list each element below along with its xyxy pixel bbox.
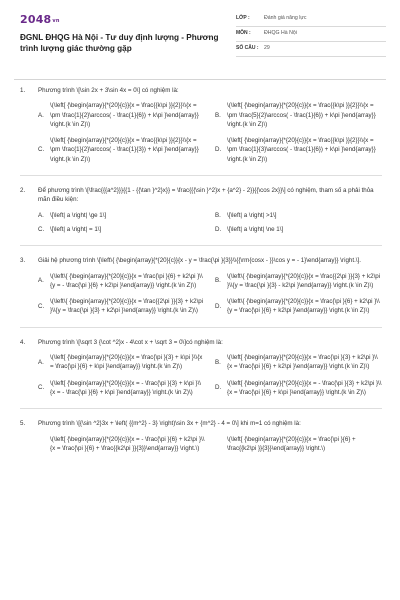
option-a[interactable] (38, 101, 205, 129)
option-b[interactable] (215, 353, 382, 372)
option-letter: B. (215, 111, 221, 119)
document-title: ĐGNL ĐHQG Hà Nội - Tư duy định lượng - Phương trình lượng giác thường gặp (20, 33, 219, 54)
option-a[interactable] (38, 353, 205, 372)
option-c[interactable] (38, 136, 205, 164)
option-letter: C. (38, 146, 45, 154)
option-d[interactable] (215, 225, 382, 234)
option-b[interactable] (215, 272, 382, 291)
option-text: \(\left[ {\begin{array}{*{20}{c}}{x = \frac{{k\pi }}{2}}\\{x = \pm \frac{1}{2}\arccos( - \frac{1}{3}) + k\pi }\end{array}} \right.(k \in Z)\) (50, 137, 199, 163)
option-text: \(\left[ {\begin{array}{*{20}{c}}{x = \frac{{k\pi }}{2}}\\{x = \pm \frac{1}{2}\arccos( - \frac{1}{6}) + k\pi }\end{array}} \right.(k \in Z)\) (50, 102, 199, 128)
question-4 (20, 338, 382, 397)
option-text: \(\left[ {\begin{array}{*{20}{c}}{x = \frac{{k\pi }}{2}}\\{x = \pm \frac{5}{2}\arccos( - \frac{1}{6}) + k\pi }\end{array}} \right.(k \in Z)\) (227, 102, 376, 128)
option-b[interactable] (215, 435, 382, 454)
option-letter: A. (38, 358, 44, 366)
option-d[interactable] (215, 297, 382, 316)
question-2 (20, 186, 382, 234)
option-text: \(\left[ {\begin{array}{*{20}{c}}{x = - \frac{\pi }{6} + k2\pi }\\{x = \frac{\pi }{6} + \frac{{k2\pi }}{3}}\end{array}} \right.\) (50, 435, 205, 452)
option-letter: C. (38, 302, 45, 310)
option-b[interactable] (215, 211, 382, 220)
option-text: \(\left\{ {\begin{array}{*{20}{c}}{x = \frac{\pi }{6} + k2\pi }\\{y = \frac{\pi }{6} + k2\pi }\end{array}} \right.(k \in Z)\) (227, 298, 380, 315)
meta-row-class (236, 12, 386, 27)
option-a[interactable] (38, 211, 205, 220)
site-logo[interactable] (20, 12, 60, 29)
question-divider (20, 175, 382, 176)
meta-row-subject (236, 27, 386, 42)
question-text: Phương trình \[\sin 2x + 3\sin 4x = 0\] có nghiệm là: (38, 87, 179, 94)
option-c[interactable] (38, 379, 205, 398)
option-text: \(\left[ {\begin{array}{*{20}{c}}{x = \frac{\pi }{3} + k2\pi }\\{x = \frac{\pi }{6} + k2\pi }\end{array}} \right.(k \in Z)\) (227, 354, 378, 371)
option-letter: D. (215, 384, 222, 392)
option-letter: B. (215, 358, 221, 366)
meta-value: ĐHQG Hà Nội (264, 30, 297, 37)
question-divider (20, 408, 382, 409)
question-1 (20, 86, 382, 164)
option-text: \(\left[ {\begin{array}{*{20}{c}}{x = - \frac{\pi }{3} + k\pi }\\{x = - \frac{\pi }{6} + k\pi }\end{array}} \right.(k \in Z)\) (50, 379, 202, 396)
option-letter: A. (38, 111, 44, 119)
question-text: Phương trình \[\sqrt 3 {\cot ^2}x - 4\cot x + \sqrt 3 = 0\]có nghiệm là: (38, 338, 223, 346)
option-letter: D. (215, 302, 222, 310)
answer-options (38, 101, 382, 164)
option-letter: C. (38, 384, 45, 392)
option-text: \[\left| a \right| \ne 1\] (227, 225, 284, 233)
option-text: \(\left\{ {\begin{array}{*{20}{c}}{x = \frac{\pi }{6} + k2\pi }\\{y = - \frac{\pi }{6} + k2\pi }\end{array}} \right.(k \in Z)\) (50, 272, 203, 289)
answer-options (38, 353, 382, 397)
question-number: 3. (20, 257, 26, 265)
question-text: Giải hệ phương trình \[\left\{ {\begin{array}{*{20}{c}}{x - y = \frac{\pi }{3}}\\{{\rm{cosx - }}\cos y = - 1}\end{array}} \right.\]. (38, 257, 361, 265)
option-text: \(\left[ {\begin{array}{*{20}{c}}{x = \frac{{k\pi }}{2}}\\{x = \pm \frac{1}{3}\arccos( - \frac{1}{6}) + k\pi }\end{array}} \right.(k \in Z)\) (227, 137, 376, 163)
question-stem (20, 419, 382, 428)
answer-options (38, 211, 382, 235)
question-text: Để phương trình \[\frac{{{a^2}}}{{1 - {{\tan }^2}x}} = \frac{{{\sin }^2}x + {a^2} - 2}}{{\cos 2x}}\] có nghiệm, tham số a phải thỏa mãn điều kiện: (38, 187, 374, 204)
option-c[interactable] (38, 297, 205, 316)
option-a[interactable] (38, 435, 205, 454)
option-c[interactable] (38, 225, 205, 234)
option-d[interactable] (215, 136, 382, 164)
question-divider (20, 245, 382, 246)
answer-options (38, 272, 382, 316)
meta-value: Đánh giá năng lực (264, 15, 307, 22)
question-number: 4. (20, 338, 26, 346)
question-list (20, 86, 382, 464)
question-number: 1. (20, 87, 26, 94)
meta-key: SỐ CÂU : (236, 45, 259, 52)
answer-options (38, 435, 382, 454)
question-stem (20, 86, 382, 95)
option-d[interactable] (215, 379, 382, 398)
option-letter: C. (38, 225, 45, 233)
option-text: \(\left[ {\begin{array}{*{20}{c}}{x = \frac{\pi }{3} + k\pi }\\{x = \frac{\pi }{6} + k\pi }\end{array}} \right.(k \in Z)\) (50, 354, 203, 371)
option-text: \(\left[ {\begin{array}{*{20}{c}}{x = \frac{\pi }{6} + \frac{{k2\pi }}{3}}\end{array}} \right.\) (227, 435, 356, 452)
meta-value: 29 (264, 45, 270, 52)
option-letter: B. (215, 211, 221, 219)
meta-key: MÔN : (236, 30, 251, 37)
option-a[interactable] (38, 272, 205, 291)
header-divider (14, 79, 386, 80)
question-stem (20, 186, 382, 205)
option-b[interactable] (215, 101, 382, 129)
logo-suffix: vn (52, 18, 60, 24)
question-number: 5. (20, 420, 26, 428)
question-number: 2. (20, 187, 26, 195)
question-divider (20, 327, 382, 328)
option-letter: A. (38, 211, 44, 219)
page-header (14, 12, 386, 70)
option-text: \(\left\{ {\begin{array}{*{20}{c}}{x = \frac{{2\pi }}{3} + k2\pi }\\{y = \frac{\pi }{3} + k2\pi }\end{array}} \right.(k \in Z)\) (50, 298, 204, 315)
question-text: Phương trình \[{\sin ^2}3x + \left( {{m^2} - 3} \right)\sin 3x + {m^2} - 4 = 0\] khi m=1 có nghiệm là: (38, 420, 301, 428)
option-letter: D. (215, 225, 222, 233)
document-meta (236, 12, 386, 57)
option-text: \[\left| a \right| >1\] (227, 211, 277, 219)
option-letter: D. (215, 146, 222, 154)
meta-key: LỚP : (236, 15, 250, 22)
question-5 (20, 419, 382, 453)
option-letter: A. (38, 277, 44, 285)
logo-text: 2048 (20, 13, 52, 26)
question-stem (20, 338, 382, 347)
question-stem (20, 256, 382, 265)
question-3 (20, 256, 382, 315)
option-text: \[\left| a \right| \ge 1\] (50, 211, 107, 219)
option-text: \(\left\{ {\begin{array}{*{20}{c}}{x = \frac{{2\pi }}{3} + k2\pi }\\{y = \frac{\pi }{3} - k2\pi }\end{array}} \right.(k \in Z)\) (227, 272, 381, 289)
meta-row-count (236, 42, 386, 57)
option-letter: B. (215, 277, 221, 285)
option-text: \[\left| a \right| = 1\] (50, 225, 102, 233)
option-text: \(\left[ {\begin{array}{*{20}{c}}{x = - \frac{\pi }{3} + k2\pi }\\{x = \frac{\pi }{6} + k\pi }\end{array}} \right.(k \in Z)\) (227, 379, 382, 396)
